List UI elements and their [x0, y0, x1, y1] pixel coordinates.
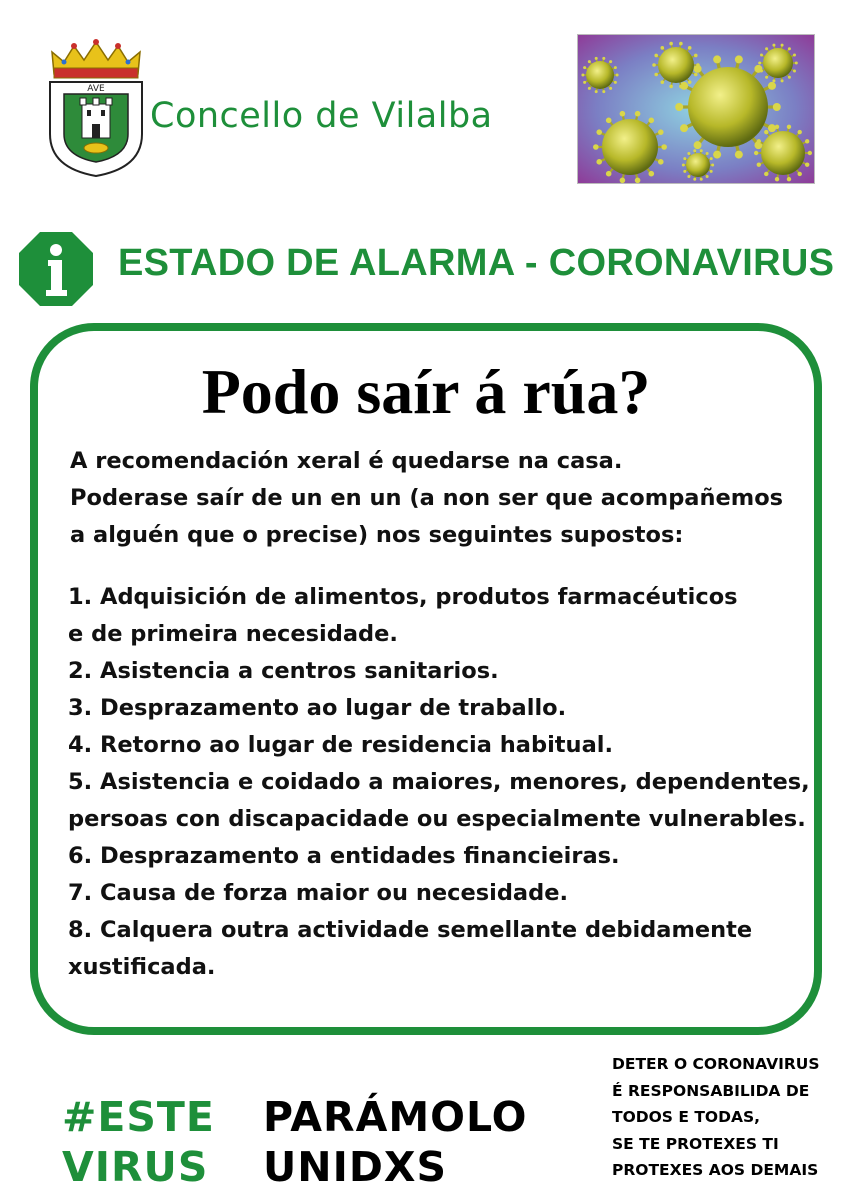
alarm-banner [0, 220, 848, 304]
allowed-cases-list [68, 579, 808, 986]
info-card [30, 323, 822, 1035]
case-line: 4. Retorno ao lugar de residencia habitual. [68, 732, 614, 758]
responsibility-note [612, 1051, 844, 1184]
case-line: 1. Adquisición de alimentos, produtos farmacéuticos [68, 584, 738, 610]
case-line: e de primeira necesidade. [68, 621, 398, 647]
responsibility-line: DETER O CORONAVIRUS [612, 1055, 820, 1073]
intro-line: Poderase saír de un en un (a non ser que acompañemos [70, 485, 784, 511]
hashtag [62, 1092, 215, 1192]
slogan-line: UNIDXS [263, 1143, 448, 1191]
case-line: 8. Calquera outra actividade semellante debidamente [68, 917, 753, 943]
hashtag-line: #ESTE [62, 1093, 215, 1141]
case-line: 2. Asistencia a centros sanitarios. [68, 658, 499, 684]
responsibility-line: É RESPONSABILIDA DE [612, 1081, 810, 1100]
case-line: 7. Causa de forza maior ou necesidade. [68, 880, 569, 906]
card-title: Podo saír á rúa? [201, 356, 651, 427]
responsibility-line: SE TE PROTEXES TI [612, 1134, 779, 1153]
slogan [263, 1092, 528, 1192]
intro-line: A recomendación xeral é quedarse na casa. [70, 448, 623, 474]
municipality-name: Concello de Vilalba [150, 96, 493, 136]
intro-line: a alguén que o precise) nos seguintes supostos: [70, 522, 684, 548]
header [0, 0, 848, 200]
hashtag-line: VIRUS [62, 1143, 209, 1191]
case-line: persoas con discapacidade ou especialmente vulnerables. [68, 806, 806, 832]
coat-of-arms-icon [42, 38, 150, 178]
case-line: 5. Asistencia e coidado a maiores, menores, dependentes, [68, 769, 810, 795]
intro-text [70, 443, 800, 554]
slogan-line: PARÁMOLO [263, 1093, 528, 1141]
responsibility-line: TODOS E TODAS, [612, 1108, 760, 1126]
alarm-title: ESTADO DE ALARMA - CORONAVIRUS [118, 242, 835, 284]
svg-text:AVE: AVE [87, 84, 105, 94]
coronavirus-photo [577, 34, 815, 184]
case-line: 6. Desprazamento a entidades financieiras. [68, 843, 620, 869]
case-line: xustificada. [68, 954, 216, 980]
case-line: 3. Desprazamento ao lugar de traballo. [68, 695, 567, 721]
responsibility-line: PROTEXES AOS DEMAIS [612, 1161, 819, 1179]
info-icon [17, 230, 95, 308]
